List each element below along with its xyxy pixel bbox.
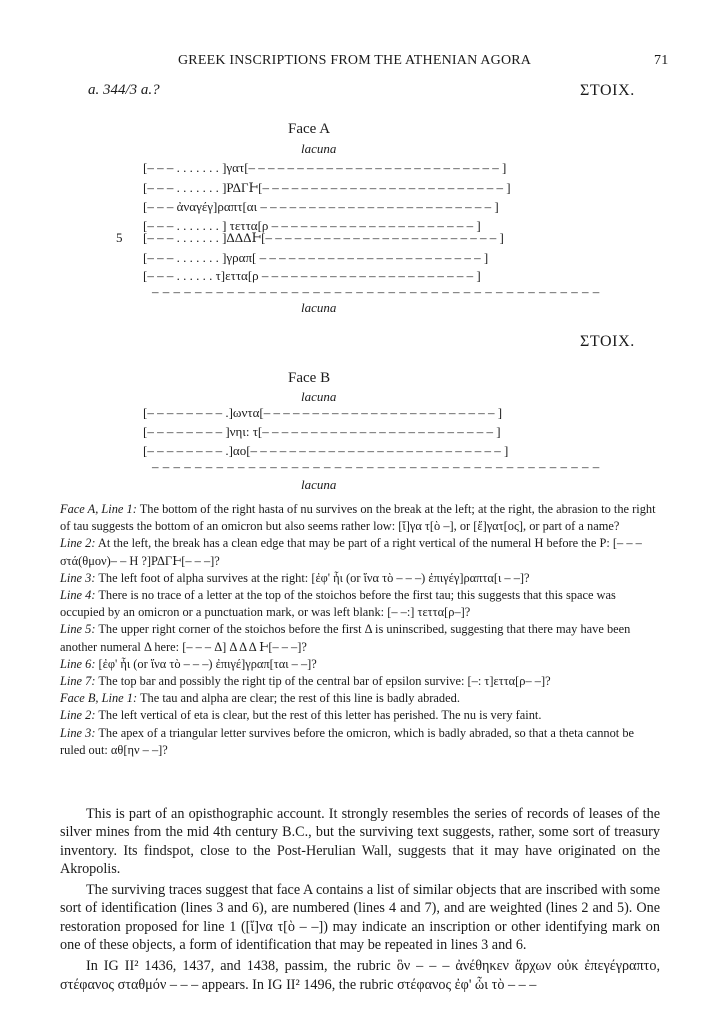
apparatus-note (60, 535, 660, 569)
apparatus-note (60, 621, 660, 655)
apparatus-note (60, 673, 660, 690)
apparatus-text: The apex of a triangular letter survives before the omicron, which is badly abraded, so that a theta cannot be ruled out: αθ[ην – –]? (60, 725, 635, 757)
apparatus-note (60, 570, 660, 587)
face-a-line-3: [– – – ἀναγέγ]ραπτ[αι – – – – – – – – – – – – – – – – – – – – – – – – ] (143, 199, 499, 214)
apparatus-label: Line 4: (60, 588, 96, 603)
apparatus-label: Line 3: (60, 725, 96, 740)
face-a-line-4: [– – – . . . . . . . ] τεττα[ρ – – – – – – – – – – – – – – – – – – – – – ] (143, 218, 481, 233)
face-b-lacuna-bottom: lacuna (301, 477, 337, 492)
face-b-line-3: [– – – – – – – – .]αο[– – – – – – – – – – – – – – – – – – – – – – – – – – ] (143, 443, 509, 458)
apparatus-label: Line 2: (60, 708, 96, 723)
face-b-lacuna-top: lacuna (301, 389, 337, 404)
face-a-line-2: [– – – . . . . . . . ]ΡΔΓͰ[– – – – – – – – – – – – – – – – – – – – – – – – – ] (143, 180, 511, 195)
apparatus-text: There is no trace of a letter at the top of the stoichos before the first tau; this suggests that this space was occupied by an omicron or a punctuation mark, or was left blank: [– –:] τεττα[ρ–]? (60, 588, 616, 620)
stoichedon-label-b: ΣΤΟΙΧ. (580, 333, 635, 350)
apparatus-text: The bottom of the right hasta of nu survives on the break at the left; at the right, the abrasion to the right of tau suggests the bottom of an omicron but also seems rather low: [ἴ]γα τ[ὸ –], or [ἔ]γατ[ος], or part of a name? (60, 502, 656, 534)
apparatus-note (60, 707, 660, 724)
face-a-line-6: [– – – . . . . . . . ]γραπ[ – – – – – – – – – – – – – – – – – – – – – – – ] (143, 250, 489, 265)
face-a-title: Face A (288, 121, 331, 137)
apparatus-note (60, 587, 660, 621)
apparatus-note (60, 501, 660, 535)
apparatus-label: Line 7: (60, 674, 96, 689)
apparatus-label: Line 5: (60, 622, 96, 637)
stoichedon-label-a: ΣΤΟΙΧ. (580, 82, 635, 99)
face-b-title: Face B (288, 370, 331, 386)
page-number: 71 (654, 53, 669, 68)
apparatus-note (60, 690, 660, 707)
commentary-paragraph-2: The surviving traces suggest that face A contains a list of similar objects that are inscribed with some sort of identification (lines 3 and 6), are numbered (lines 4 and 7), and are weighted (lines 2 and 5). One restoration proposed for line 1 ([ἴ]να τ[ὸ – –]) may indicate an inscription or other identifying mark on one of these objects, a form of identification that may be repeated in lines 3 and 6. (60, 882, 660, 954)
commentary-body (60, 805, 660, 997)
apparatus-label: Line 3: (60, 570, 96, 585)
face-b-bottom-dashes: – – – – – – – – – – – – – – – – – – – – – – – – – – – – – – – – – – – – – – – – – – (152, 459, 600, 474)
apparatus-text: The tau and alpha are clear; the rest of this line is badly abraded. (137, 691, 460, 706)
apparatus-note (60, 656, 660, 673)
apparatus-text: The left foot of alpha survives at the right: [ἐφ' ἧι (or ἵνα τὸ – – –) ἐπιγέγ]ραπτα[ι – –]? (95, 570, 530, 585)
running-head: GREEK INSCRIPTIONS FROM THE ATHENIAN AGORA (178, 53, 532, 68)
face-a-line-7: [– – – . . . . . . τ]εττα[ρ – – – – – – – – – – – – – – – – – – – – – – ] (143, 268, 481, 283)
apparatus-note (60, 725, 660, 759)
face-a-lacuna-top: lacuna (301, 141, 337, 156)
face-a-lacuna-bottom: lacuna (301, 300, 337, 315)
commentary-paragraph-3: In IG II² 1436, 1437, and 1438, passim, the rubric ὃν – – – ἀνέθηκεν ἄρχων οὐκ ἐπεγέγραπτο, στέφανος σταθμόν – – – appears. In IG II² 1496, the rubric στέφανος ἐφ' ὧι τὸ – – – (60, 958, 660, 993)
apparatus-label: Line 6: (60, 656, 96, 671)
commentary-paragraph-1: This is part of an opisthographic account. It strongly resembles the series of records of leases of the silver mines from the mid 4th century B.C., but the surviving text suggests, rather, some sort of treasury inventory. Its findspot, close to the Post-Herulian Wall, suggests that it may have originated on the Akropolis. (60, 806, 660, 877)
face-a-line-5: [– – – . . . . . . . ]ΔΔΔͰ[– – – – – – – – – – – – – – – – – – – – – – – – ] (143, 230, 504, 245)
apparatus-label: Line 2: (60, 536, 96, 551)
date-line: a. 344/3 a.? (88, 82, 160, 98)
apparatus-criticus (60, 501, 660, 759)
apparatus-text: The left vertical of eta is clear, but the rest of this letter has perished. The nu is very faint. (95, 708, 542, 723)
apparatus-text: The upper right corner of the stoichos before the first Δ is uninscribed, suggesting that there may have been another numeral Δ here: [– – – Δ] Δ Δ Δ Ͱ[– – –]? (60, 622, 631, 654)
apparatus-text: [ἐφ' ἧι (or ἵνα τὸ – – –) ἐπιγέ]γραπ[ται – –]? (95, 656, 317, 671)
face-b-line-1: [– – – – – – – – .]ωντα[– – – – – – – – – – – – – – – – – – – – – – – – ] (143, 405, 503, 420)
face-a-line-number: 5 (116, 230, 123, 245)
apparatus-text: The top bar and possibly the right tip of the central bar of epsilon survive: [–: τ]εττα[ρ– –]? (95, 674, 551, 689)
apparatus-label: Face A, Line 1: (60, 502, 137, 516)
face-b-line-2: [– – – – – – – – ]νηι: τ[– – – – – – – – – – – – – – – – – – – – – – – – ] (143, 424, 501, 439)
face-a-line-1: [– – – . . . . . . . ]γατ[– – – – – – – – – – – – – – – – – – – – – – – – – – ] (143, 160, 507, 175)
face-a-bottom-dashes: – – – – – – – – – – – – – – – – – – – – – – – – – – – – – – – – – – – – – – – – – – (152, 284, 600, 299)
apparatus-label: Face B, Line 1: (60, 691, 138, 706)
apparatus-text: At the left, the break has a clean edge that may be part of a right vertical of the numeral H before the Ρ: [– – – στά(θμον)– – H ?]ΡΔΓͰ[– – –]? (60, 536, 642, 568)
